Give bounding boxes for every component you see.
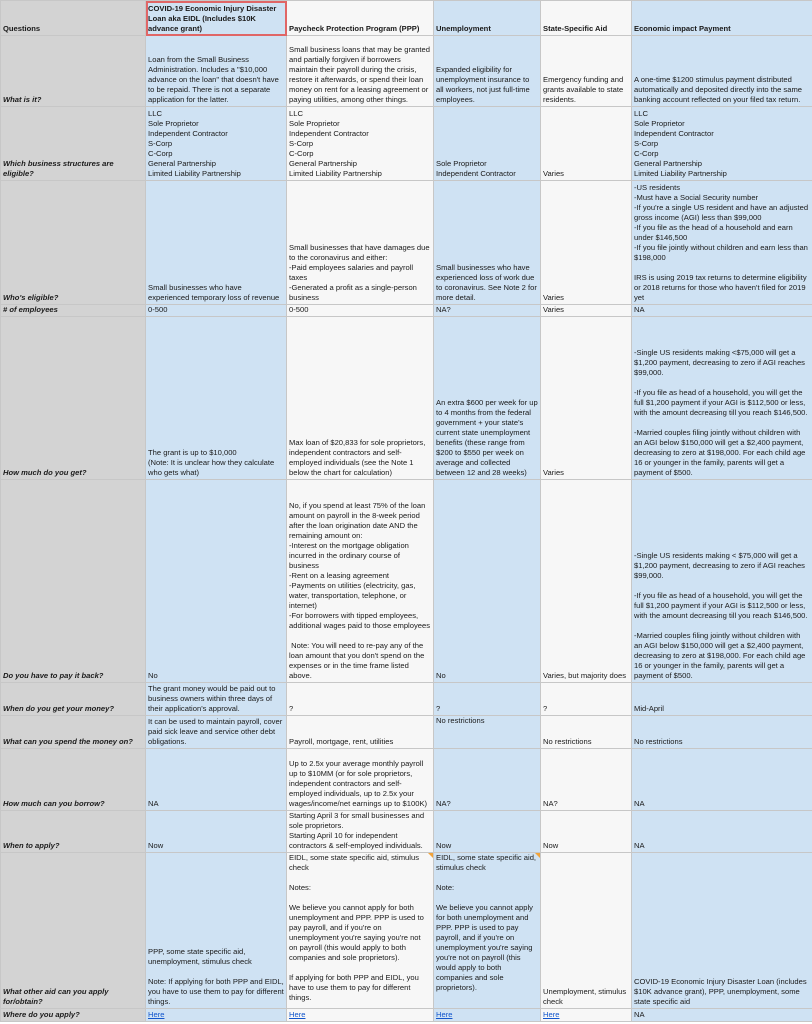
table-row bbox=[1, 305, 812, 317]
table-row bbox=[1, 811, 812, 853]
eidl-cell[interactable]: NA bbox=[146, 749, 287, 811]
question-cell[interactable]: Do you have to pay it back? bbox=[1, 480, 146, 683]
eip-cell[interactable]: NA bbox=[632, 811, 812, 853]
ppp-cell[interactable]: EIDL, some state specific aid, stimulus check Notes: We believe you cannot apply for both unemployment and PPP. PPP is used to pay payroll, and if you're on unemployment you're saying you're not on payroll (this would apply to both companies and sole proprietors). If applying for both PPP and EIDL, you have to use them to pay for different things. bbox=[287, 853, 434, 1009]
question-cell[interactable]: Where do you apply? bbox=[1, 1009, 146, 1022]
state-aid-cell[interactable]: Varies bbox=[541, 107, 632, 181]
eip-cell[interactable]: LLC Sole Proprietor Independent Contractor S-Corp C-Corp General Partnership Limited Liability Partnership bbox=[632, 107, 812, 181]
header-eidl[interactable]: COVID-19 Economic Injury Disaster Loan aka EIDL (Includes $10K advance grant) bbox=[146, 1, 287, 36]
unemployment-cell[interactable]: An extra $600 per week for up to 4 months from the federal government + your state's current state unemployment benefits (these range from $200 to $550 per week on average and collected between 12 and 28 weeks) bbox=[434, 317, 541, 480]
eip-cell[interactable]: -Single US residents making <$75,000 will get a $1,200 payment, decreasing to zero if AGI reaches $99,000. -If you file as head of a household, you will get the full $1,200 payment if your AGI is $112,500 or less, with the amount decreasing till you reach $146,500. -Married couples filing jointly without children with an AGI below $150,000 will get a $2,400 payment, decreasing to zero at $198,000. For each child age 16 or younger in the family, parents will get a payment of $500. bbox=[632, 317, 812, 480]
table-row bbox=[1, 480, 812, 683]
question-cell[interactable]: How much can you borrow? bbox=[1, 749, 146, 811]
ppp-cell[interactable]: Max loan of $20,833 for sole proprietors, independent contractors and self-employed individuals (see the Note 1 below the chart for calculation) bbox=[287, 317, 434, 480]
eidl-cell[interactable]: PPP, some state specific aid, unemployment, stimulus check Note: If applying for both PPP and EIDL, you have to use them to pay for different things. bbox=[146, 853, 287, 1009]
question-cell[interactable]: What can you spend the money on? bbox=[1, 716, 146, 749]
eip-cell[interactable]: Mid-April bbox=[632, 683, 812, 716]
table-row bbox=[1, 853, 812, 1009]
state-aid-cell[interactable]: NA? bbox=[541, 749, 632, 811]
ppp-cell[interactable]: Small business loans that may be granted and partially forgiven if borrowers maintain their payroll during the crisis, restore it afterwards, or spend their loan money on rent for a leasing agreement or paying utilities, among other things. bbox=[287, 36, 434, 107]
state-aid-cell[interactable]: ? bbox=[541, 683, 632, 716]
header-questions[interactable]: Questions bbox=[1, 1, 146, 36]
eidl-cell[interactable]: The grant is up to $10,000 (Note: It is unclear how they calculate who gets what) bbox=[146, 317, 287, 480]
unemployment-cell[interactable]: Expanded eligibility for unemployment insurance to all workers, not just full-time employees. bbox=[434, 36, 541, 107]
table-row bbox=[1, 1009, 812, 1022]
eidl-cell[interactable]: No bbox=[146, 480, 287, 683]
unemployment-cell[interactable]: Small businesses who have experienced loss of work due to coronavirus. See Note 2 for more detail. bbox=[434, 181, 541, 305]
eidl-cell[interactable]: 0-500 bbox=[146, 305, 287, 317]
unemployment-cell[interactable]: ? bbox=[434, 683, 541, 716]
eip-cell[interactable]: -Single US residents making < $75,000 will get a $1,200 payment, decreasing to zero if AGI reaches $99,000. -If you file as head of a household, you will get the full $1,200 payment if your AGI is $112,500 or less, with the amount decreasing till you reach $146,500. -Married couples filing jointly without children with an AGI below $150,000 will get a $2,400 payment, decreasing to zero at $198,000. For each child age 16 or younger in the family, parents will get a payment of $500. bbox=[632, 480, 812, 683]
eip-cell[interactable]: -US residents -Must have a Social Security number -If you're a single US resident and have an adjusted gross income (AGI) less than $99,000 -If you file as the head of a household and earn under $146,500 -If you file jointly without children and earn less than $198,000 IRS is using 2019 tax returns to determine eligibility or 2018 returns for those who haven't filed for 2019 yet bbox=[632, 181, 812, 305]
unemployment-apply-link[interactable]: Here bbox=[436, 1010, 453, 1020]
question-cell[interactable]: How much do you get? bbox=[1, 317, 146, 480]
table-row bbox=[1, 107, 812, 181]
ppp-cell[interactable]: ? bbox=[287, 683, 434, 716]
table-row bbox=[1, 317, 812, 480]
question-cell[interactable]: What other aid can you apply for/obtain? bbox=[1, 853, 146, 1009]
state-aid-cell[interactable]: Unemployment, stimulus check bbox=[541, 853, 632, 1009]
header-state-aid[interactable]: State-Specific Aid bbox=[541, 1, 632, 36]
ppp-cell[interactable]: Payroll, mortgage, rent, utilities bbox=[287, 716, 434, 749]
ppp-cell[interactable] bbox=[287, 1009, 434, 1022]
state-aid-cell[interactable]: Varies, but majority does bbox=[541, 480, 632, 683]
state-aid-cell[interactable]: Emergency funding and grants available to state residents. bbox=[541, 36, 632, 107]
unemployment-cell[interactable]: No bbox=[434, 480, 541, 683]
eidl-cell[interactable]: Loan from the Small Business Administration. Includes a "$10,000 advance on the loan" that doesn't have to be repaid. There is not a separate application for the latter. bbox=[146, 36, 287, 107]
question-cell[interactable]: When to apply? bbox=[1, 811, 146, 853]
question-cell[interactable]: Who's eligible? bbox=[1, 181, 146, 305]
eip-cell[interactable]: No restrictions bbox=[632, 716, 812, 749]
unemployment-cell[interactable]: No restrictions bbox=[434, 716, 541, 749]
header-economic-impact-payment[interactable]: Economic impact Payment bbox=[632, 1, 812, 36]
state-aid-cell[interactable]: Varies bbox=[541, 181, 632, 305]
ppp-cell[interactable]: 0-500 bbox=[287, 305, 434, 317]
state-aid-cell[interactable] bbox=[541, 1009, 632, 1022]
eidl-cell[interactable] bbox=[146, 1009, 287, 1022]
question-cell[interactable]: What is it? bbox=[1, 36, 146, 107]
ppp-cell[interactable]: Small businesses that have damages due to the coronavirus and either: -Paid employees salaries and payroll taxes -Generated a profit as a single-person business bbox=[287, 181, 434, 305]
eip-cell[interactable]: COVID-19 Economic Injury Disaster Loan (includes $10K advance grant), PPP, unemployment, some state specific aid bbox=[632, 853, 812, 1009]
table-row bbox=[1, 683, 812, 716]
state-aid-cell[interactable]: No restrictions bbox=[541, 716, 632, 749]
ppp-cell[interactable]: Starting April 3 for small businesses and sole proprietors. Starting April 10 for independent contractors & self-employed individuals. bbox=[287, 811, 434, 853]
unemployment-cell[interactable]: NA? bbox=[434, 305, 541, 317]
eidl-cell[interactable]: Small businesses who have experienced temporary loss of revenue bbox=[146, 181, 287, 305]
question-cell[interactable]: When do you get your money? bbox=[1, 683, 146, 716]
header-row bbox=[1, 1, 812, 36]
eidl-cell[interactable]: It can be used to maintain payroll, cover paid sick leave and service other debt obligations. bbox=[146, 716, 287, 749]
eip-cell[interactable]: NA bbox=[632, 1009, 812, 1022]
ppp-cell[interactable]: Up to 2.5x your average monthly payroll up to $10MM (or for sole proprietors, independent contractors and self-employed individuals, up to 2.5x your wages/income/net earnings up to $100K) bbox=[287, 749, 434, 811]
header-ppp[interactable]: Paycheck Protection Program (PPP) bbox=[287, 1, 434, 36]
table-row bbox=[1, 36, 812, 107]
ppp-apply-link[interactable]: Here bbox=[289, 1010, 306, 1020]
table-row bbox=[1, 749, 812, 811]
eip-cell[interactable]: NA bbox=[632, 749, 812, 811]
ppp-cell[interactable]: No, if you spend at least 75% of the loan amount on payroll in the 8-week period after the loan origination date AND the remaining amount on: -Interest on the mortgage obligation incurred in the ordinary course of business -Rent on a leasing agreement -Payments on utilities (electricity, gas, water, transportation, telephone, or internet) -For borrowers with tipped employees, additional wages paid to those employees Note: You will need to re-pay any of the loan amount that you don't spend on the expenses or in the time frame listed above. bbox=[287, 480, 434, 683]
question-cell[interactable]: Which business structures are eligible? bbox=[1, 107, 146, 181]
ppp-cell[interactable]: LLC Sole Proprietor Independent Contractor S-Corp C-Corp General Partnership Limited Liability Partnership bbox=[287, 107, 434, 181]
unemployment-cell[interactable] bbox=[434, 1009, 541, 1022]
unemployment-cell[interactable]: Now bbox=[434, 811, 541, 853]
eidl-cell[interactable]: LLC Sole Proprietor Independent Contractor S-Corp C-Corp General Partnership Limited Liability Partnership bbox=[146, 107, 287, 181]
table-row bbox=[1, 716, 812, 749]
question-cell[interactable]: # of employees bbox=[1, 305, 146, 317]
unemployment-cell[interactable]: EIDL, some state specific aid, stimulus check Note: We believe you cannot apply for both unemployment and PPP. PPP is used to pay payroll, and if you're on unemployment you're saying you're not on payroll (this would apply to both companies and sole proprietors). bbox=[434, 853, 541, 1009]
eidl-cell[interactable]: The grant money would be paid out to business owners within three days of their application's approval. bbox=[146, 683, 287, 716]
state-aid-cell[interactable]: Varies bbox=[541, 317, 632, 480]
table-row bbox=[1, 181, 812, 305]
unemployment-cell[interactable]: NA? bbox=[434, 749, 541, 811]
unemployment-cell[interactable]: Sole Proprietor Independent Contractor bbox=[434, 107, 541, 181]
eidl-apply-link[interactable]: Here bbox=[148, 1010, 165, 1020]
eip-cell[interactable]: NA bbox=[632, 305, 812, 317]
eip-cell[interactable]: A one-time $1200 stimulus payment distributed automatically and deposited directly into the same banking account reflected on your filed tax return. bbox=[632, 36, 812, 107]
state-aid-apply-link[interactable]: Here bbox=[543, 1010, 560, 1020]
eidl-cell[interactable]: Now bbox=[146, 811, 287, 853]
header-unemployment[interactable]: Unemployment bbox=[434, 1, 541, 36]
state-aid-cell[interactable]: Varies bbox=[541, 305, 632, 317]
state-aid-cell[interactable]: Now bbox=[541, 811, 632, 853]
